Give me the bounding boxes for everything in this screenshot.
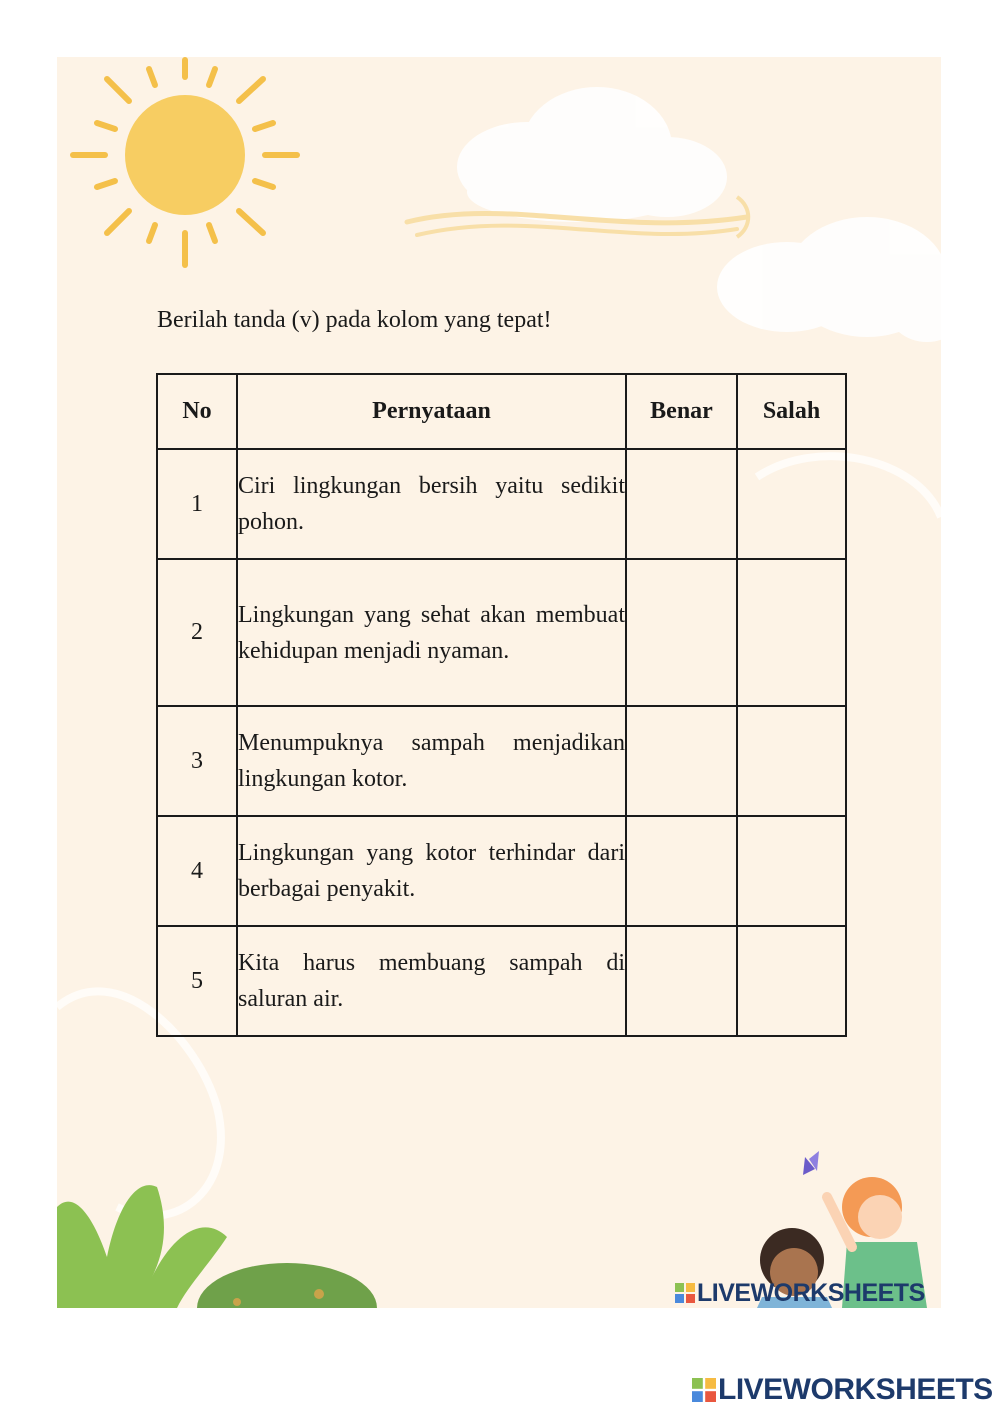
liveworksheets-logo-icon: [692, 1378, 716, 1402]
worksheet-page: [57, 57, 941, 1308]
statement-text: Lingkungan yang kotor terhindar dari berbagai penyakit.: [237, 816, 626, 926]
answer-cell-true[interactable]: [626, 449, 737, 559]
answer-cell-true[interactable]: [626, 559, 737, 706]
statement-text: Menumpuknya sampah menjadikan lingkungan kotor.: [237, 706, 626, 816]
table-row: [157, 559, 846, 706]
table-row: [157, 926, 846, 1036]
header-true: Benar: [626, 374, 737, 449]
liveworksheets-logo-icon: [675, 1283, 695, 1303]
table-row: [157, 706, 846, 816]
answer-cell-false[interactable]: [737, 449, 846, 559]
answer-cell-true[interactable]: [626, 926, 737, 1036]
answer-cell-false[interactable]: [737, 559, 846, 706]
sun-icon: [73, 60, 297, 265]
table-row: [157, 816, 846, 926]
instruction-text: Berilah tanda (v) pada kolom yang tepat!: [157, 307, 552, 333]
row-number: 3: [157, 706, 237, 816]
true-false-table: [156, 373, 847, 1037]
footer-brand-text: LIVEWORKSHEETS: [718, 1373, 993, 1407]
footer-brand[interactable]: [692, 1372, 993, 1407]
watermark-brand: [675, 1278, 925, 1308]
answer-cell-true[interactable]: [626, 816, 737, 926]
answer-cell-true[interactable]: [626, 706, 737, 816]
header-false: Salah: [737, 374, 846, 449]
answer-cell-false[interactable]: [737, 926, 846, 1036]
statement-text: Kita harus membuang sampah di saluran air.: [237, 926, 626, 1036]
answer-cell-false[interactable]: [737, 706, 846, 816]
table-row: [157, 449, 846, 559]
table-header-row: [157, 374, 846, 449]
statement-text: Lingkungan yang sehat akan membuat kehidupan menjadi nyaman.: [237, 559, 626, 706]
cloud-icon: [457, 87, 727, 222]
statement-text: Ciri lingkungan bersih yaitu sedikit pohon.: [237, 449, 626, 559]
cloud-icon: [717, 217, 941, 342]
watermark-text: LIVEWORKSHEETS: [697, 1278, 925, 1307]
header-no: No: [157, 374, 237, 449]
row-number: 2: [157, 559, 237, 706]
row-number: 4: [157, 816, 237, 926]
header-statement: Pernyataan: [237, 374, 626, 449]
answer-cell-false[interactable]: [737, 816, 846, 926]
plant-icon: [57, 1185, 377, 1308]
row-number: 1: [157, 449, 237, 559]
row-number: 5: [157, 926, 237, 1036]
